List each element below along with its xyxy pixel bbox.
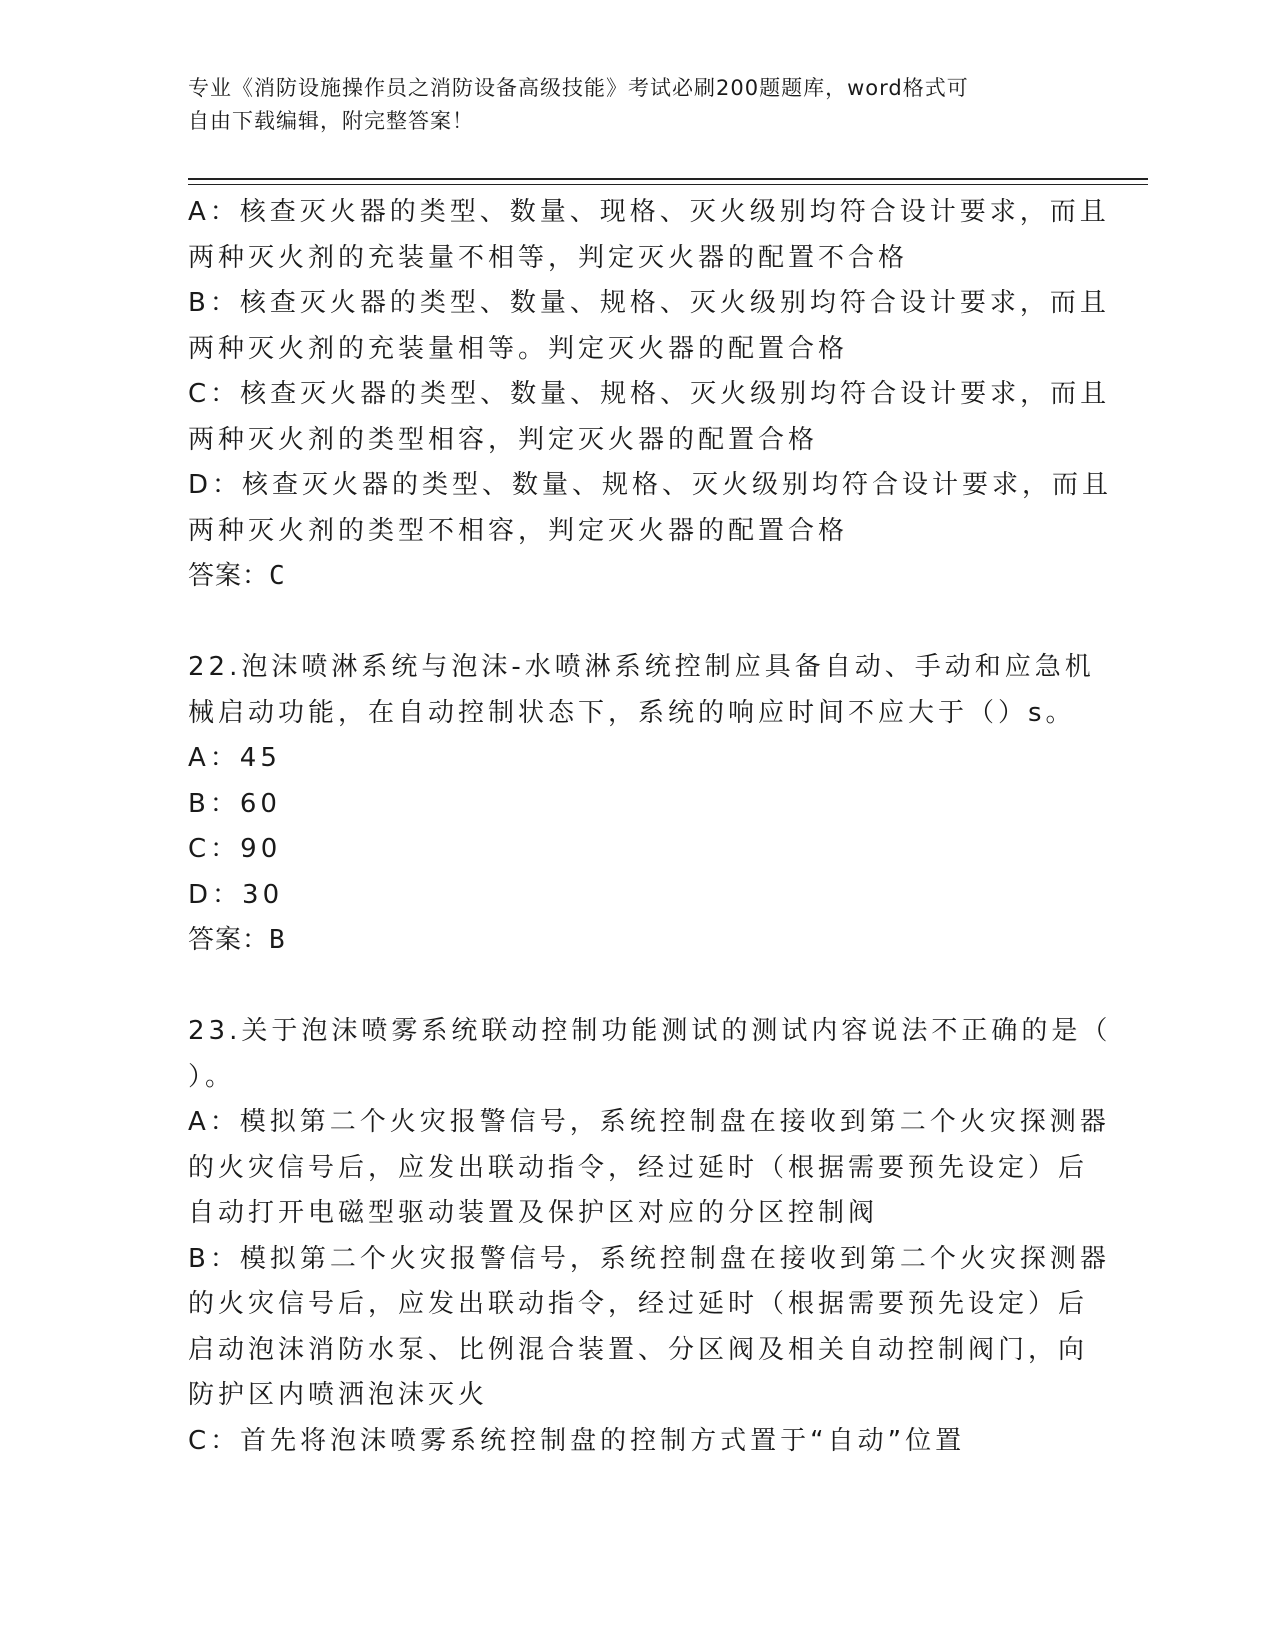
option-line: B：模拟第二个火灾报警信号，系统控制盘在接收到第二个火灾探测器 (188, 1243, 1110, 1274)
option-line: D：核查灭火器的类型、数量、规格、灭火级别均符合设计要求，而且 (188, 470, 1113, 500)
question-stem: 22.泡沫喷淋系统与泡沫-水喷淋系统控制应具备自动、手动和应急机 (188, 652, 1095, 682)
option-line: 两种灭火剂的类型相容，判定灭火器的配置合格 (188, 424, 819, 455)
option-a (188, 190, 1110, 281)
question-23 (188, 1009, 1112, 1464)
question-22 (188, 645, 1095, 964)
header-line: 专业《消防设施操作员之消防设备高级技能》考试必刷200题题库，word格式可 (188, 76, 969, 100)
option-line: 防护区内喷洒泡沫灭火 (188, 1380, 489, 1410)
option-c (188, 1419, 1088, 1465)
option-line: 启动泡沫消防水泵、比例混合装置、分区阀及相关自动控制阀门，向 (188, 1334, 1089, 1365)
option-line: 的火灾信号后，应发出联动指令，经过延时（根据需要预先设定）后 (188, 1289, 1089, 1319)
option-b: B：60 (188, 788, 281, 819)
option-line: 自动打开电磁型驱动装置及保护区对应的分区控制阀 (188, 1198, 879, 1228)
option-a: A：45 (188, 743, 281, 773)
option-line: 的火灾信号后，应发出联动指令，经过延时（根据需要预先设定）后 (188, 1152, 1089, 1183)
header-rule-thin (188, 184, 1148, 185)
option-line: 两种灭火剂的类型不相容，判定灭火器的配置合格 (188, 515, 849, 546)
answer: 答案：C (188, 561, 286, 591)
option-d (188, 463, 1113, 554)
header-rule-thick (188, 178, 1148, 180)
option-line: 两种灭火剂的充装量相等。判定灭火器的配置合格 (188, 333, 849, 364)
option-line: A：模拟第二个火灾报警信号，系统控制盘在接收到第二个火灾探测器 (188, 1107, 1110, 1137)
option-line: B：核查灭火器的类型、数量、规格、灭火级别均符合设计要求，而且 (188, 288, 1110, 318)
option-line: A：核查灭火器的类型、数量、现格、灭火级别均符合设计要求，而且 (188, 197, 1110, 227)
option-line: C：核查灭火器的类型、数量、规格、灭火级别均符合设计要求，而且 (188, 379, 1111, 409)
spacer (188, 964, 1088, 1010)
spacer (188, 600, 1088, 646)
option-b (188, 1237, 1110, 1419)
document-body (188, 190, 1113, 1464)
document-header (188, 72, 1068, 138)
option-c: C：90 (188, 834, 282, 864)
option-b (188, 281, 1110, 372)
option-line: C：首先将泡沫喷雾系统控制盘的控制方式置于“自动”位置 (188, 1425, 966, 1456)
answer: 答案：B (188, 925, 286, 955)
option-line: 两种灭火剂的充装量不相等，判定灭火器的配置不合格 (188, 242, 909, 273)
option-a (188, 1100, 1110, 1237)
option-c (188, 372, 1111, 463)
question-stem: 械启动功能，在自动控制状态下，系统的响应时间不应大于（）s。 (188, 697, 1076, 728)
question-stem: 23.关于泡沫喷雾系统联动控制功能测试的测试内容说法不正确的是（ (188, 1016, 1112, 1046)
question-21 (188, 190, 1113, 600)
option-d: D：30 (188, 879, 284, 910)
question-stem: ）。 (188, 1061, 236, 1092)
header-line: 自由下载编辑，附完整答案！ (188, 109, 474, 133)
